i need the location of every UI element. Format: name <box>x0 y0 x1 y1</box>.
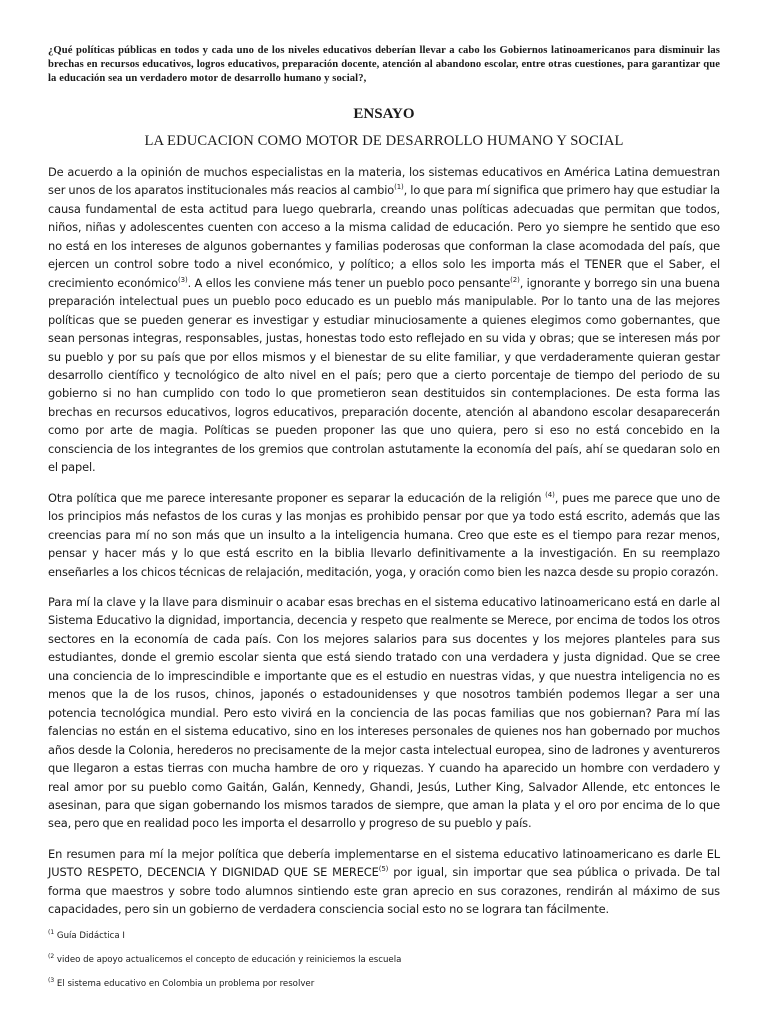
footnote-1 <box>48 928 720 942</box>
essay-title: ENSAYO <box>353 106 415 122</box>
footnote-text: Guía Didáctica I <box>54 930 125 941</box>
paragraph-4-text-b: por igual, sin importar que sea pública o privada. De tal forma que maestros y sobre todo alumnos sintiendo este gran aprecio en sus corazones, rendirán al máximo de sus capacidades, pero sin un gobierno de verdadera consciencia social esto no se lograra tan fácilmente. <box>48 865 720 917</box>
footnote-ref: (5) <box>378 865 389 874</box>
footnote-2 <box>48 952 720 966</box>
paragraph-1-text-d: , ignorante y borrego sin una buena preparación intelectual pues un pueblo poco educado es un pueblo más manipulable. Por lo tanto una de las mejores políticas que se pueden generar es investigar y estudiar minuciosamente a quienes elegimos como gobernantes, que sean personas integras, responsables, justas, honestas todo esto reflejado en su vida y obras; que se interesen más por su pueblo y por su país que por ellos mismos y el bienestar de su elite familiar, y que verdaderamente quieran gestar desarrollo científico y tecnológico de alto nivel en el país; pero que a cierto porcentaje de tiempo del periodo de su gobierno si no han cumplido con todo lo que prometieron sean destituidos sin contemplaciones. De esta forma las brechas en recursos educativos, logros educativos, preparación docente, atención al abandono escolar desaparecerán como por arte de magia. Políticas se pueden proponer las que uno quiera, pero si eso no está concebido en la consciencia de los integrantes de los gremios que controlan astutamente la economía del país, ahí se quedaran solo en el papel. <box>48 275 720 475</box>
paragraph-2 <box>48 489 720 581</box>
essay-subtitle: LA EDUCACION COMO MOTOR DE DESARROLLO HUMANO Y SOCIAL <box>144 133 624 149</box>
footnote-ref: (2) <box>510 275 520 284</box>
footnote-mark: (2 <box>48 952 55 960</box>
paragraph-1 <box>48 163 720 477</box>
footnote-ref: (3) <box>178 275 188 284</box>
paragraph-3: Para mí la clave y la llave para disminuir o acabar esas brechas en el sistema educativo latinoamericano está en darle al Sistema Educativo la dignidad, importancia, decencia y respeto que realmente se Merece, por encima de todos los otros sectores en la economía de cada país. Con los mejores salarios para sus docentes y los mejores planteles para sus estudiantes, donde el gremio escolar sienta que está siendo tratado con una verdadera y justa dignidad. Que se cree una conciencia de lo imprescindible e importante que es el estudio en nuestras vidas, y que nuestra inteligencia no es menos que la de los rusos, chinos, japonés o estadounidenses y que nosotros también podemos llegar a ser una potencia tecnológica mundial. Pero esto vivirá en la conciencia de las pocas familias que nos gobiernan? Para mí las falencias no están en el sistema educativo, sino en los intereses personales de quienes nos han gobernado por muchos años desde la Colonia, herederos no precisamente de la mejor casta intelectual europea, sino de ladrones y aventureros que llegaron a estas tierras con mucha hambre de oro y riquezas. Y cuando ha aparecido un hombre con verdadero y real amor por su pueblo como Gaitán, Galán, Kennedy, Ghandi, Jesús, Luther King, Salvador Allende, etc entonces le asesinan, para que sigan gobernando los mismos tarados de siempre, que aman la plata y el oro por encima de lo que sea, pero que en realidad poco les importa el desarrollo y progreso de su pueblo y país. <box>48 594 720 831</box>
footnote-3 <box>48 976 720 990</box>
footnote-mark: (1 <box>48 928 55 936</box>
paragraph-1-text-b: , lo que para mí significa que primero hay que estudiar la causa fundamental de esta actitud para luego quebrarla, creando unas políticas adecuadas que permitan que todos, niños, niñas y adolescentes cuenten con acceso a la misma calidad de educación. Pero yo siempre he sentido que eso no está en los intereses de algunos gobernantes y familias poderosas que conforman la clase acomodada del país, que ejercen un control sobre todo a nivel económico, y político; a ellos solo les importa más el TENER que el Saber, el crecimiento económico <box>48 183 720 290</box>
footnote-text: El sistema educativo en Colombia un problema por resolver <box>54 978 315 989</box>
paragraph-2-text-a: Otra política que me parece interesante proponer es separar la educación de la religión <box>48 490 546 505</box>
footnotes <box>48 928 720 990</box>
footnote-text: video de apoyo actualicemos el concepto de educación y reiniciemos la escuela <box>54 954 402 965</box>
essay-question: ¿Qué políticas públicas en todos y cada uno de los niveles educativos deberían llevar a cabo los Gobiernos latinoamericanos para disminuir las brechas en recursos educativos, logros educativos, preparación docente, atención al abandono escolar, entre otras cuestiones, para garantizar que la educación sea un verdadero motor de desarrollo humano y social?, <box>48 45 720 84</box>
paragraph-1-text-a: De acuerdo a la opinión de muchos especialistas en la materia, los sistemas educativos en América Latina demuestran ser unos de los aparatos institucionales más reacios al cambio <box>48 165 720 198</box>
paragraph-4-text-a: En resumen para mí la mejor política que debería implementarse en el sistema educativo latinoamericano es darle EL JUSTO RESPETO, DECENCIA Y DIGNIDAD QUE SE MERECE <box>48 846 720 880</box>
paragraph-1-text-c: . A ellos les conviene más tener un pueblo poco pensante <box>187 275 511 290</box>
footnote-ref: (4) <box>545 490 555 499</box>
footnote-mark: (3 <box>48 976 55 984</box>
paragraph-4 <box>48 845 720 919</box>
footnote-ref: (1) <box>394 183 404 192</box>
paragraph-2-text-b: , pues me parece que uno de los principios más nefastos de los curas y las monjas es prohibido pensar por que ya todo está escrito, además que las creencias para mí no son más que un insulto a la inteligencia humana. Creo que este es el tiempo para rezar menos, pensar y hacer más y lo que está escrito en la biblia llevarlo definitivamente a la investigación. En su reemplazo enseñarles a los chicos técnicas de relajación, meditación, yoga, y oración como bien les nazca desde su propio corazón. <box>48 490 720 579</box>
